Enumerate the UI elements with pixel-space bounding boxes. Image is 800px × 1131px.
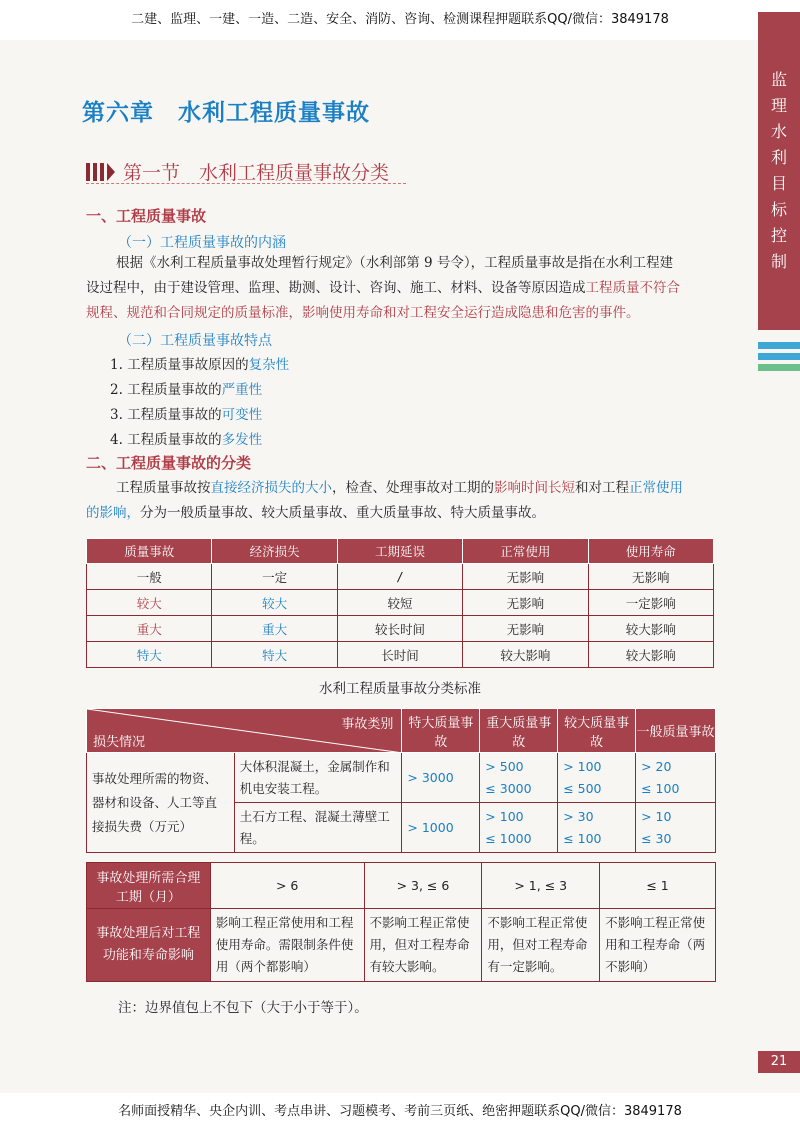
accident-summary-table (86, 538, 714, 668)
table-cell: 不影响工程正常使用和工程寿命（两不影响） (600, 909, 716, 982)
text-highlight: 影响时间长短 (494, 480, 575, 496)
item-text: 3. 工程质量事故的 (110, 407, 222, 423)
characteristic-item (110, 403, 262, 423)
value-cell (558, 803, 636, 853)
table-header-row (87, 539, 714, 564)
column-header: 经济损失 (212, 539, 337, 564)
definition-paragraph (86, 251, 716, 326)
column-header: 质量事故 (87, 539, 212, 564)
value-cell (636, 753, 716, 803)
sidebar-char: 水 (770, 122, 787, 141)
side-stripes (758, 342, 800, 375)
value-line: > 30 (563, 808, 594, 824)
row-label: 事故处理所需合理工期（月） (87, 863, 211, 909)
definition-line-1: 根据《水利工程质量事故处理暂行规定》（水利部第 9 号令），工程质量事故是指在水利工程建 (116, 255, 674, 271)
text-highlight: 直接经济损失的大小 (210, 480, 332, 496)
table-cell: 较长时间 (337, 616, 462, 642)
diagonal-header-cell (87, 709, 402, 753)
subheading-characteristics: （二）工程质量事故特点 (118, 333, 272, 349)
table-cell: 不影响工程正常使用，但对工程寿命有较大影响。 (364, 909, 482, 982)
table-caption: 水利工程质量事故分类标准 (319, 681, 481, 697)
value-cell (480, 803, 558, 853)
table-cell: 无影响 (588, 564, 713, 590)
item-text: 4. 工程质量事故的 (110, 432, 222, 448)
table-cell: / (337, 564, 462, 590)
text-highlight: 正常使用 (629, 480, 683, 496)
table-cell: 特大 (212, 642, 337, 668)
row-label: 事故处理后对工程功能和寿命影响 (87, 909, 211, 982)
characteristic-item (110, 378, 262, 398)
sidebar-char: 控 (770, 226, 787, 245)
classification-line-2 (86, 501, 716, 526)
column-header: 特大质量事故 (402, 709, 480, 753)
table-cell: 特大 (87, 642, 212, 668)
definition-line-3: 规程、规范和合同规定的质量标准，影响使用寿命和对工程安全运行造成隐患和危害的事件。 (86, 305, 640, 321)
section-divider (86, 183, 406, 184)
value-line: > 1000 (407, 819, 454, 835)
value-line: > 100 (485, 808, 524, 824)
table-row (87, 564, 714, 590)
table-cell: 无影响 (463, 564, 588, 590)
classification-paragraph (86, 476, 716, 526)
characteristic-item (110, 353, 289, 373)
top-banner: 二建、监理、一建、一造、二造、安全、消防、咨询、检测课程押题联系QQ/微信：3849178 (0, 0, 800, 40)
table-cell: 一定影响 (588, 590, 713, 616)
value-line: ≤ 100 (641, 780, 680, 796)
corner-bottom-label: 损失情况 (93, 735, 146, 750)
value-cell (480, 753, 558, 803)
row-label: 事故处理所需的物资、器材和设备、人工等直接损失费（万元） (87, 753, 235, 853)
item-text: 2. 工程质量事故的 (110, 382, 222, 398)
table-cell: > 6 (210, 863, 364, 909)
table-row (87, 590, 714, 616)
chapter-title: 第六章 水利工程质量事故 (82, 100, 370, 126)
value-cell (558, 753, 636, 803)
text: ，检查、处理事故对工期的 (332, 480, 494, 496)
sidebar-char: 理 (770, 96, 787, 115)
value-line: > 20 (641, 758, 672, 774)
sidebar-char: 利 (770, 148, 787, 167)
section-title-text: 第一节 水利工程质量事故分类 (123, 162, 390, 184)
table-cell: 重大 (87, 616, 212, 642)
column-header: 一般质量事故 (636, 709, 716, 753)
table-cell: 影响工程正常使用和工程使用寿命。需限制条件使用（两个都影响） (210, 909, 364, 982)
item-text: 1. 工程质量事故原因的 (110, 357, 249, 373)
text: 分为一般质量事故、较大质量事故、重大质量事故、特大质量事故。 (140, 505, 545, 521)
loss-criteria-table (86, 708, 716, 853)
definition-text: 设过程中，由于建设管理、监理、勘测、设计、咨询、施工、材料、设备等原因造成 (86, 280, 586, 296)
value-line: ≤ 3000 (485, 780, 532, 796)
table-cell: 一定 (212, 564, 337, 590)
table-row (87, 616, 714, 642)
heading-quality-accident: 一、工程质量事故 (86, 207, 207, 225)
text-highlight: 的影响， (86, 505, 140, 521)
page-number: 21 (758, 1051, 800, 1073)
value-line: > 10 (641, 808, 672, 824)
item-key: 严重性 (221, 382, 263, 398)
item-key: 复杂性 (248, 357, 290, 373)
table-row (87, 909, 716, 982)
table-cell: 较短 (337, 590, 462, 616)
sidebar-char: 制 (770, 252, 787, 271)
value-line: > 3000 (407, 769, 454, 785)
value-cell (402, 803, 480, 853)
column-header: 重大质量事故 (480, 709, 558, 753)
definition-highlight: 工程质量不符合 (585, 280, 680, 296)
column-header: 使用寿命 (588, 539, 713, 564)
section-title (86, 158, 389, 185)
sidebar-tab (758, 12, 800, 330)
heading-classification: 二、工程质量事故的分类 (86, 454, 252, 472)
table-cell: 长时间 (337, 642, 462, 668)
table-cell: 无影响 (463, 616, 588, 642)
table-cell: 无影响 (463, 590, 588, 616)
table-cell: > 3, ≤ 6 (364, 863, 482, 909)
table-cell: 较大 (87, 590, 212, 616)
table-cell: 重大 (212, 616, 337, 642)
table-header-row (87, 709, 716, 753)
corner-top-label: 事故类别 (341, 717, 394, 732)
column-header: 正常使用 (463, 539, 588, 564)
sub-label: 大体积混凝土，金属制作和机电安装工程。 (234, 753, 402, 803)
sidebar-char: 标 (770, 200, 787, 219)
table-cell: 不影响工程正常使用，但对工程寿命有一定影响。 (482, 909, 600, 982)
text: 工程质量事故按 (116, 480, 211, 496)
value-cell (636, 803, 716, 853)
characteristic-item (110, 428, 262, 448)
footnote: 注：边界值包上不包下（大于小于等于）。 (118, 1000, 368, 1016)
value-line: > 100 (563, 758, 602, 774)
subheading-definition: （一）工程质量事故的内涵 (118, 235, 286, 251)
table-cell: 较大影响 (463, 642, 588, 668)
value-line: > 500 (485, 758, 524, 774)
item-key: 可变性 (221, 407, 263, 423)
bottom-banner: 名师面授精华、央企内训、考点串讲、习题模考、考前三页纸、绝密押题联系QQ/微信：3849178 (0, 1093, 800, 1131)
sidebar-char: 监 (770, 70, 787, 89)
value-line: ≤ 30 (641, 830, 672, 846)
table-cell: > 1, ≤ 3 (482, 863, 600, 909)
value-line: ≤ 100 (563, 830, 602, 846)
table-cell: 较大 (212, 590, 337, 616)
item-key: 多发性 (221, 432, 263, 448)
section-bars-icon (86, 163, 115, 181)
table-cell: 较大影响 (588, 616, 713, 642)
schedule-impact-table (86, 862, 716, 982)
value-cell (402, 753, 480, 803)
table-cell: ≤ 1 (600, 863, 716, 909)
table-row (87, 863, 716, 909)
classification-line-1 (86, 476, 716, 501)
value-line: ≤ 500 (563, 780, 602, 796)
table-cell: 一般 (87, 564, 212, 590)
definition-line-2 (86, 276, 716, 301)
sidebar-char: 目 (770, 174, 787, 193)
table-row (87, 642, 714, 668)
sub-label: 土石方工程、混凝土薄壁工程。 (234, 803, 402, 853)
text: 和对工程 (575, 480, 629, 496)
value-line: ≤ 1000 (485, 830, 532, 846)
table-row (87, 753, 716, 803)
table-cell: 较大影响 (588, 642, 713, 668)
column-header: 工期延误 (337, 539, 462, 564)
column-header: 较大质量事故 (558, 709, 636, 753)
